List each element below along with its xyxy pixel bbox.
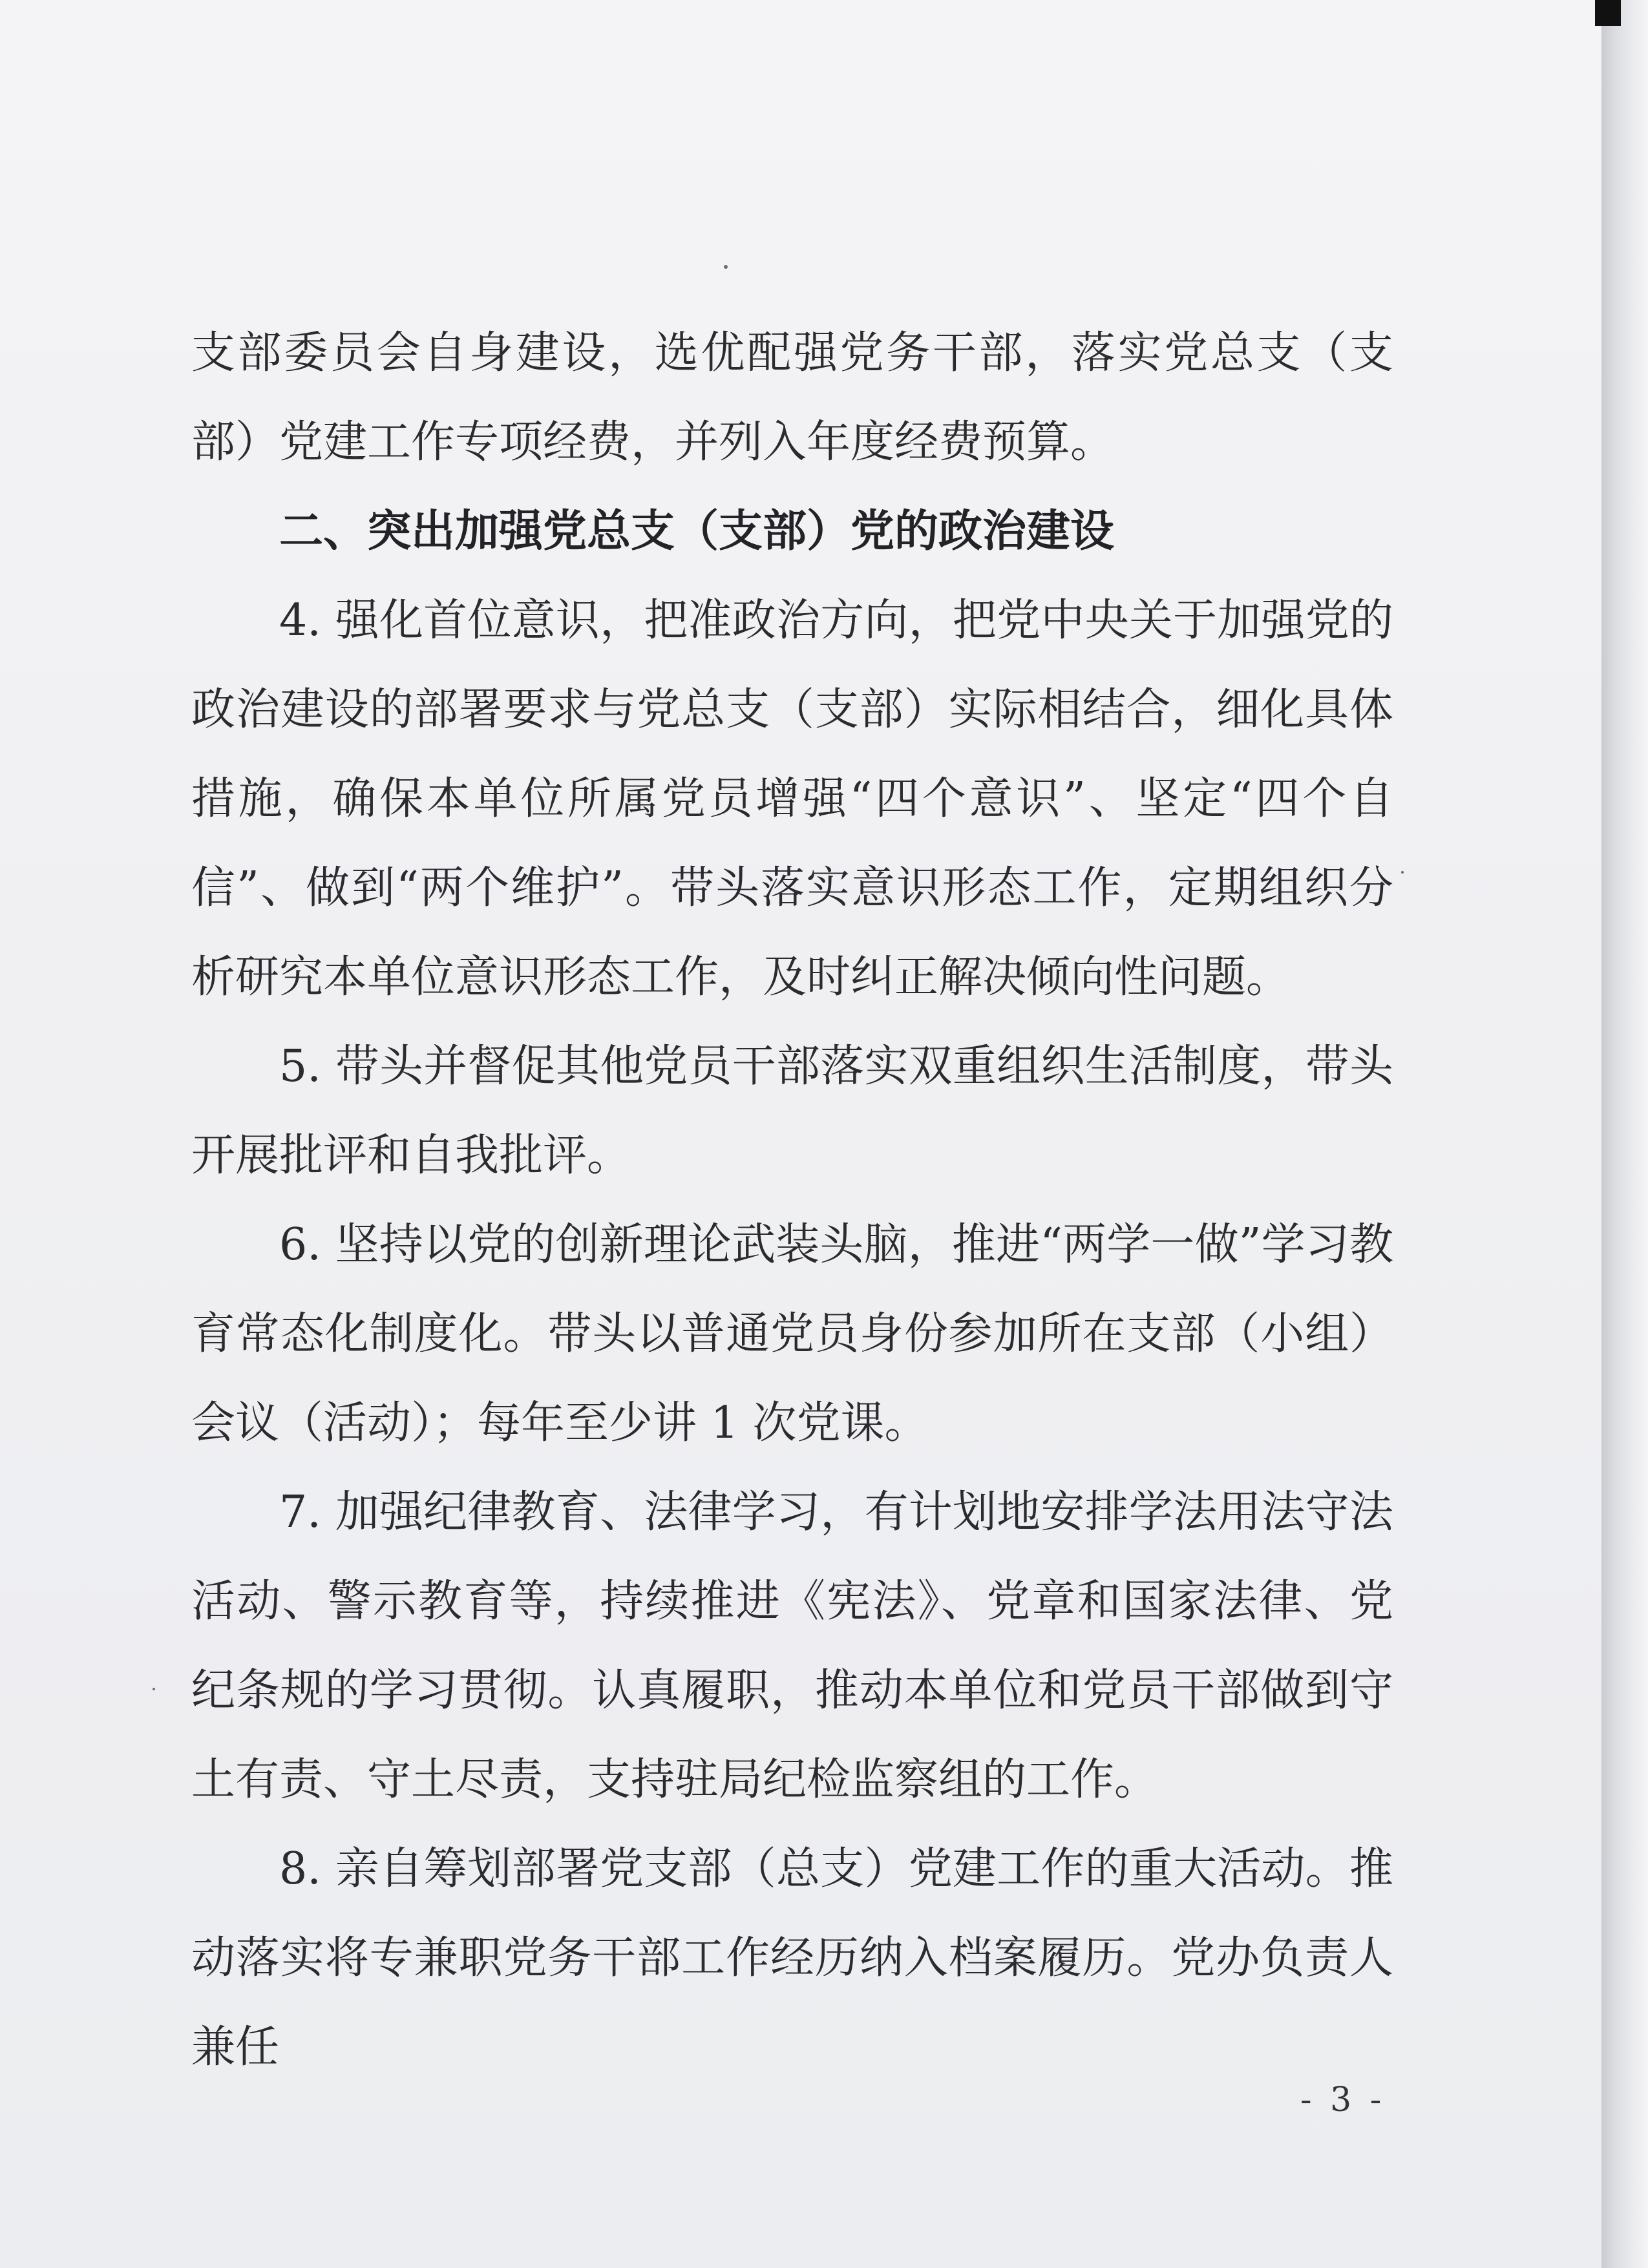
paragraph-item-8: 8. 亲自筹划部署党支部（总支）党建工作的重大活动。推动落实将专兼职党务干部工作经历纳入档案履历。党办负责人兼任: [191, 1843, 1393, 2073]
scan-corner-mark: [1595, 0, 1621, 26]
body-text: [191, 309, 1393, 2092]
paragraph-continuation: 支部委员会自身建设，选优配强党务干部，落实党总支（支部）党建工作专项经费，并列入年度经费预算。: [191, 328, 1393, 468]
page-number: - 3 -: [1300, 2081, 1386, 2119]
paragraph-item-4: 4. 强化首位意识，把准政治方向，把党中央关于加强党的政治建设的部署要求与党总支（支部）实际相结合，细化具体措施，确保本单位所属党员增强“四个意识”、坚定“四个自信”、做到“两个维护”。带头落实意识形态工作，定期组织分析研究本单位意识形态工作，及时纠正解决倾向性问题。: [191, 595, 1393, 1003]
scan-speck: [153, 1688, 155, 1690]
paragraph-item-5: 5. 带头并督促其他党员干部落实双重组织生活制度，带头开展批评和自我批评。: [191, 1041, 1393, 1181]
paragraph-item-6: 6. 坚持以党的创新理论武装头脑，推进“两学一做”学习教育常态化制度化。带头以普通党员身份参加所在支部（小组）会议（活动）；每年至少讲 1 次党课。: [191, 1219, 1393, 1449]
section-heading: 二、突出加强党总支（支部）党的政治建设: [279, 506, 1115, 557]
scan-speck: [724, 265, 728, 269]
paragraph-item-7: 7. 加强纪律教育、法律学习，有计划地安排学法用法守法活动、警示教育等，持续推进《宪法》、党章和国家法律、党纪条规的学习贯彻。认真履职，推动本单位和党员干部做到守土有责、守土尽责，支持驻局纪检监察组的工作。: [191, 1487, 1393, 1805]
scan-speck: [1401, 871, 1404, 874]
scan-page-edge: [1601, 0, 1648, 2268]
